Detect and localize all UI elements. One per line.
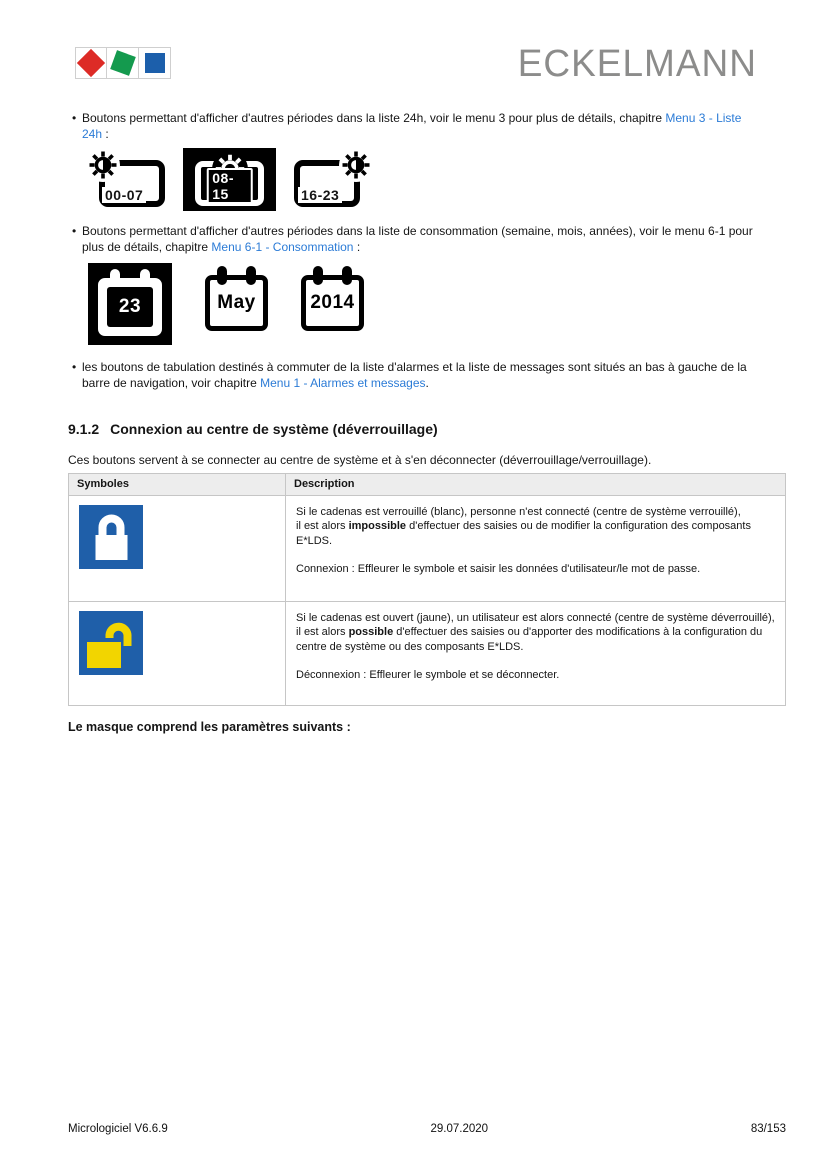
section-heading [68, 421, 786, 437]
bullet-text-post: : [102, 127, 109, 141]
calendar-label: 23 [118, 296, 142, 317]
link-menu3-liste24h[interactable]: Menu 3 - Liste 24h [82, 111, 742, 141]
logo-blue-square-icon [139, 47, 171, 79]
page-header [75, 42, 757, 85]
section-number: 9.1.2 [68, 421, 100, 437]
section-title: Connexion au centre de système (déverrouillage) [110, 421, 438, 437]
sun-half-icon [338, 147, 374, 183]
calendar-ring-icon [246, 266, 256, 285]
column-header-symboles: Symboles [69, 474, 286, 496]
calendar-buttons-illustration [88, 263, 786, 345]
bullet-periods-24h [68, 110, 786, 142]
description-line [296, 625, 775, 654]
description-text: d'effectuer des saisies ou d'apporter des modifications à la configuration du centre de système ou des composants E*LDS. [296, 626, 763, 653]
calendar-ring-icon [342, 266, 352, 285]
description-line: Déconnexion : Effleurer le symbole et se déconnecter. [296, 669, 560, 681]
calendar-ring-icon [313, 266, 323, 285]
table-row [69, 601, 786, 705]
calendar-icon [98, 278, 162, 336]
period-button-00-07 [88, 148, 166, 209]
table-header-row [69, 474, 786, 496]
description-line: Si le cadenas est verrouillé (blanc), personne n'est connecté (centre de système verrouillé), [296, 505, 741, 518]
period-button-label: 16-23 [298, 187, 342, 203]
symbols-table [68, 473, 786, 706]
calendar-ring-icon [217, 266, 227, 285]
description-line: Si le cadenas est ouvert (jaune), un utilisateur est alors connecté (centre de système déverrouillé), [296, 611, 775, 624]
calendar-ring-icon [110, 269, 120, 288]
period-button-16-23 [293, 148, 371, 209]
lock-open-icon [79, 611, 143, 675]
eckelmann-logo [75, 47, 171, 79]
column-header-description: Description [286, 474, 786, 496]
bullet-dot: • [72, 224, 77, 238]
bullet-dot: • [72, 360, 77, 374]
lock-closed-icon [79, 505, 143, 569]
description-cell [286, 495, 786, 601]
footer-date: 29.07.2020 [430, 1123, 489, 1135]
page-footer [68, 1121, 786, 1137]
calendar-button-month [205, 275, 268, 331]
description-text: il est alors [296, 626, 349, 638]
table-row [69, 495, 786, 601]
period-buttons-illustration [88, 148, 786, 211]
description-cell [286, 601, 786, 705]
period-button-08-15-selected [183, 148, 276, 211]
calendar-label: May [217, 292, 256, 313]
bullet-text [82, 359, 754, 391]
calendar-ring-icon [140, 269, 150, 288]
period-button-label: 08-15 [206, 168, 253, 204]
footer-firmware-version: Micrologiciel V6.6.9 [68, 1123, 168, 1135]
bullet-dot: • [72, 111, 77, 125]
bullet-consumption-periods [68, 223, 786, 255]
bullet-tab-buttons [68, 359, 786, 391]
footer-page-number: 83/153 [750, 1123, 786, 1135]
description-text: d'effectuer des saisies ou de modifier la configuration des composants E*LDS. [296, 520, 751, 547]
bullet-text [82, 110, 754, 142]
description-bold: impossible [348, 520, 407, 532]
bullet-text-pre: les boutons de tabulation destinés à commuter de la liste d'alarmes et la liste de messages sont situés an bas à gauche de la barre de navigation, voir chapitre [82, 360, 747, 390]
symbol-cell [69, 601, 286, 705]
closing-bold-line: Le masque comprend les paramètres suivants : [68, 719, 351, 734]
description-line [296, 519, 775, 548]
link-menu1-alarmes[interactable]: Menu 1 - Alarmes et messages [260, 376, 426, 390]
calendar-button-day-selected [88, 263, 172, 345]
calendar-day-box [107, 287, 153, 327]
sun-half-icon [85, 147, 121, 183]
period-button-label: 00-07 [102, 187, 146, 203]
calendar-button-year [301, 275, 364, 331]
logo-red-diamond-icon [75, 47, 107, 79]
logo-green-diamond-icon [107, 47, 139, 79]
bullet-text-post: . [425, 376, 429, 390]
symbol-cell [69, 495, 286, 601]
description-text: il est alors [296, 520, 349, 532]
brand-wordmark: ECKELMANN [517, 42, 757, 85]
link-menu61-consommation[interactable]: Menu 6-1 - Consommation [211, 240, 354, 254]
main-content [68, 110, 786, 735]
description-bold: possible [348, 626, 394, 638]
calendar-label: 2014 [310, 292, 355, 313]
bullet-text-post: : [353, 240, 361, 254]
bullet-text-pre: Boutons permettant d'afficher d'autres périodes dans la liste 24h, voir le menu 3 pour plus de détails, chapitre [82, 111, 666, 125]
bullet-text-pre: Boutons permettant d'afficher d'autres périodes dans la liste de consommation (semaine, mois, années), voir le menu 6-1 pour plus de détails, chapitre [82, 224, 753, 254]
bullet-text [82, 223, 754, 255]
description-line: Connexion : Effleurer le symbole et saisir les données d'utilisateur/le mot de passe. [296, 563, 701, 575]
section-intro: Ces boutons servent à se connecter au centre de système et à s'en déconnecter (déverrouillage/verrouillage). [68, 453, 652, 467]
